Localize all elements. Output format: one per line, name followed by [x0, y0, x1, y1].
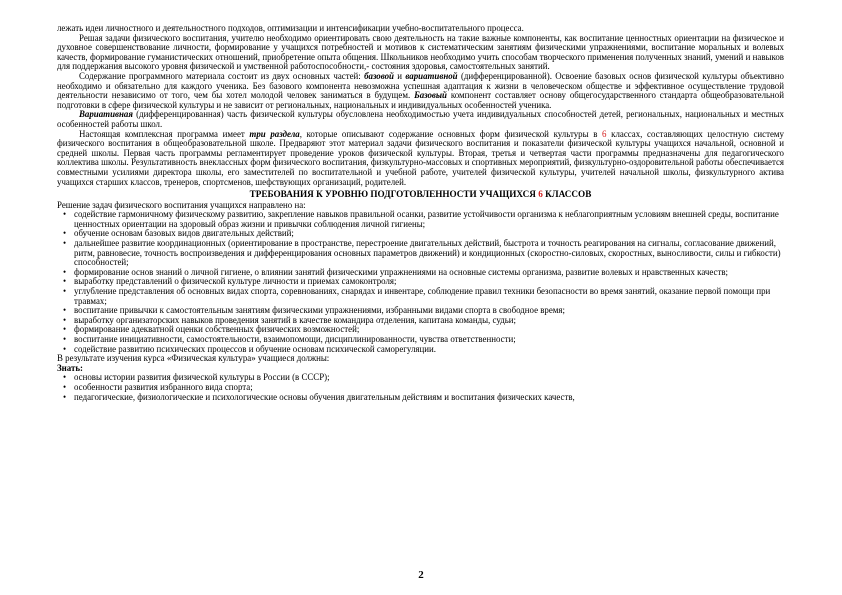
paragraph: Содержание программного материала состоит из двух основных частей: базовой и вариативной (дифференцированной). Освоение базовых основ физической культуры объективно необходимо и обязательно для каждого ученика. Без базового компонента невозможна успешная адаптация к жизни в человеческом обществе и эффективное осуществление трудовой деятельности независимо от того, чем бы хотел молодой человек заниматься в будущем. Базовый компонент составляет основу общегосударственного стандарта общеобразовательной подготовки в сфере физической культуры и не зависит от региональных, национальных и индивидуальных особенностей ученика. — [57, 70, 784, 110]
page-number: 2 — [418, 569, 424, 581]
bullet-icon: • — [63, 266, 67, 277]
bullet-icon: • — [63, 391, 67, 402]
section-heading: ТРЕБОВАНИЯ К УРОВНЮ ПОДГОТОВЛЕННОСТИ УЧАЩИХСЯ 6 КЛАССОВ — [249, 189, 592, 200]
bullet-icon: • — [63, 381, 67, 392]
list-item: • углубление представления об основных видах спорта, соревнованиях, снарядах и инвентаре, соблюдение правил техники безопасности во время занятий, оказание первой помощи при травмах; — [63, 286, 771, 306]
list-item: • содействие гармоничному физическому развитию, закрепление навыков правильной осанки, развитие устойчивости организма к неблагоприятным условиям внешней среды, воспитание ценностных ориентации на здоровый образ жизни и привычки соблюдения личной гигиены; — [63, 209, 779, 229]
bullet-icon: • — [63, 314, 67, 325]
list-item: • содействие развитию психических процессов и обучение основам психической саморегуляции. — [63, 343, 436, 354]
bullet-icon: • — [63, 305, 67, 316]
tasks-list — [57, 210, 784, 354]
tasks-intro: Решение задач физического воспитания учащихся направлено на: — [57, 199, 306, 210]
list-item: • выработку организаторских навыков проведения занятий в качестве командира отделения, капитана команды, судьи; — [63, 314, 516, 325]
paragraph: лежать идеи личностного и деятельностного подходов, оптимизации и интенсификации учебно-воспитательного процесса. — [57, 23, 524, 33]
results-intro: В результате изучения курса «Физическая культура» учащиеся должны: — [57, 353, 330, 364]
list-item: • обучение основам базовых видов двигательных действий; — [63, 228, 294, 239]
paragraph: Настоящая комплексная программа имеет три раздела, которые описывают содержание основных форм физической культуры в 6 классах, составляющих целостную систему физического воспитания в общеобразовательной школе. Предваряют этот материал задачи физического воспитания и показатели физической культуры учащихся начальной, основной и средней школы. Первая часть программы регламентирует проведение уроков физической культуры. Вторая, третья и четвертая части программы предназначены для педагогического коллектива школы. Результативность внеклассных форм физического воспитания, физкультурно-массовых и спортивных мероприятий, физкультурно-оздоровительной работы обеспечивается совместными усилиями директора школы, его заместителей по воспитательной и учебной работе, учителей физической культуры, учителей начальной школы, физкультурного актива учащихся старших классов, тренеров, спортсменов, шефствующих организаций, родителей. — [57, 128, 784, 187]
bullet-icon: • — [63, 324, 67, 335]
bullet-icon: • — [63, 276, 67, 287]
list-item: • дальнейшее развитие координационных (ориентирование в пространстве, перестроение двигательных действий, быстрота и точность реагирования на сигналы, согласование движений, ритм, равновесие, точность воспроизведения и дифференцирования основных параметров движений) и кондиционных (скоростно-силовых, скоростных, выносливости, силы и гибкости) способностей; — [63, 238, 781, 268]
bullet-icon: • — [63, 334, 67, 344]
list-item: • формирование адекватной оценки собственных физических возможностей; — [63, 324, 360, 335]
know-label: Знать: — [57, 362, 84, 373]
list-item: • особенности развития избранного вида спорта; — [63, 381, 253, 392]
document-page — [57, 24, 784, 402]
list-item: • основы истории развития физической культуры в России (в СССР); — [63, 372, 330, 383]
know-list — [57, 373, 784, 402]
bullet-icon: • — [63, 238, 67, 249]
bullet-icon: • — [63, 286, 67, 297]
bullet-icon: • — [63, 228, 67, 239]
list-item: • педагогические, физиологические и психологические основы обучения двигательным действиям и воспитания физических качеств, — [63, 391, 575, 402]
bullet-icon: • — [63, 209, 67, 220]
bullet-icon: • — [63, 343, 67, 354]
bullet-icon: • — [63, 372, 67, 383]
list-item: • воспитание инициативности, самостоятельности, взаимопомощи, дисциплинированности, чувства ответственности; — [63, 334, 516, 344]
list-item: • формирование основ знаний о личной гигиене, о влиянии занятий физическими упражнениями на основные системы организма, развитие волевых и нравственных качеств; — [63, 266, 729, 277]
list-item: • воспитание привычки к самостоятельным занятиям физическими упражнениями, избранными видами спорта в свободное время; — [63, 305, 565, 316]
list-item: • выработку представлений о физической культуре личности и приемах самоконтроля; — [63, 276, 397, 287]
paragraph: Решая задачи физического воспитания, учителю необходимо ориентировать свою деятельность на такие важные компоненты, как воспитание ценностных ориентации на физическое и духовное совершенствование личности, формирование у учащихся потребностей и мотивов к систематическим занятиям физическими упражнениями, воспитание моральных и волевых качеств, формирование гуманистических отношений, приобретение опыта общения. Школьников необходимо учить способам творческого применения полученных знаний, умений и навыков для поддержания высокого уровня физической и умственной работоспособности,- состояния здоровья, самостоятельных занятий. — [57, 32, 784, 72]
paragraph: Вариативная (дифференцированная) часть физической культуры обусловлена необходимостью учета индивидуальных способностей детей, региональных, национальных и местных особенностей работы школ. — [57, 109, 784, 129]
